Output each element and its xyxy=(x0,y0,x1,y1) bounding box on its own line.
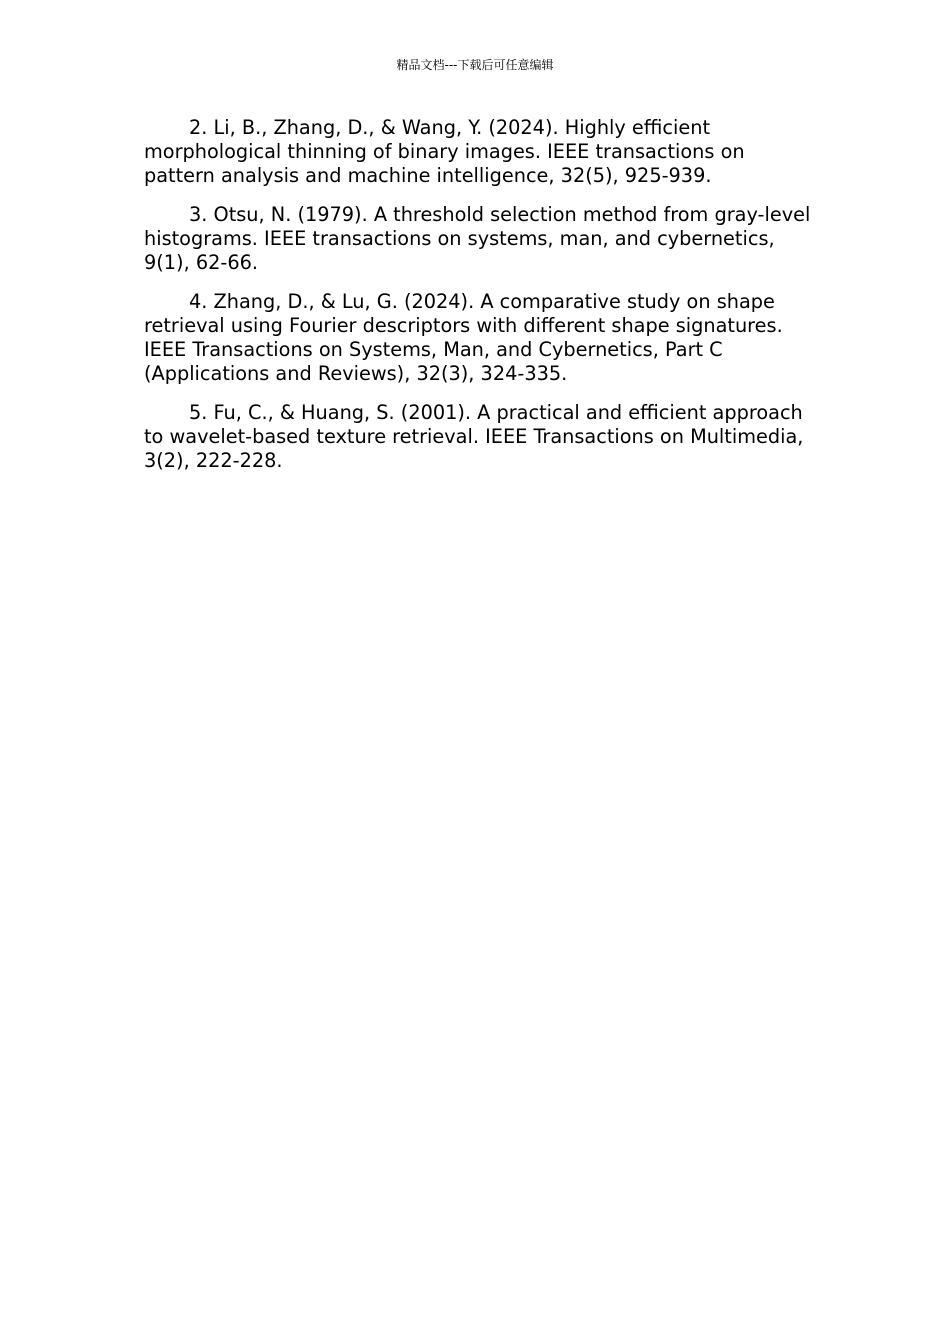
page-header: 精品文档---下载后可任意编辑 xyxy=(396,58,554,72)
reference-item: 2. Li, B., Zhang, D., & Wang, Y. (2024). Highly efficient morphological thinning of binary images. IEEE transactions on pattern analysis and machine intelligence, 32(5), 925-939. xyxy=(144,116,745,187)
reference-item: 5. Fu, C., & Huang, S. (2001). A practical and efficient approach to wavelet-based texture retrieval. IEEE Transactions on Multimedia, 3(2), 222-228. xyxy=(144,401,804,472)
reference-item: 4. Zhang, D., & Lu, G. (2024). A comparative study on shape retrieval using Fourier descriptors with different shape signatures. IEEE Transactions on Systems, Man, and Cybernetics, Part C (Applications and Reviews), 32(3), 324-335. xyxy=(144,290,783,385)
reference-list xyxy=(144,116,814,488)
reference-item: 3. Otsu, N. (1979). A threshold selection method from gray-level histograms. IEEE transactions on systems, man, and cybernetics, 9(1), 62-66. xyxy=(144,203,811,274)
